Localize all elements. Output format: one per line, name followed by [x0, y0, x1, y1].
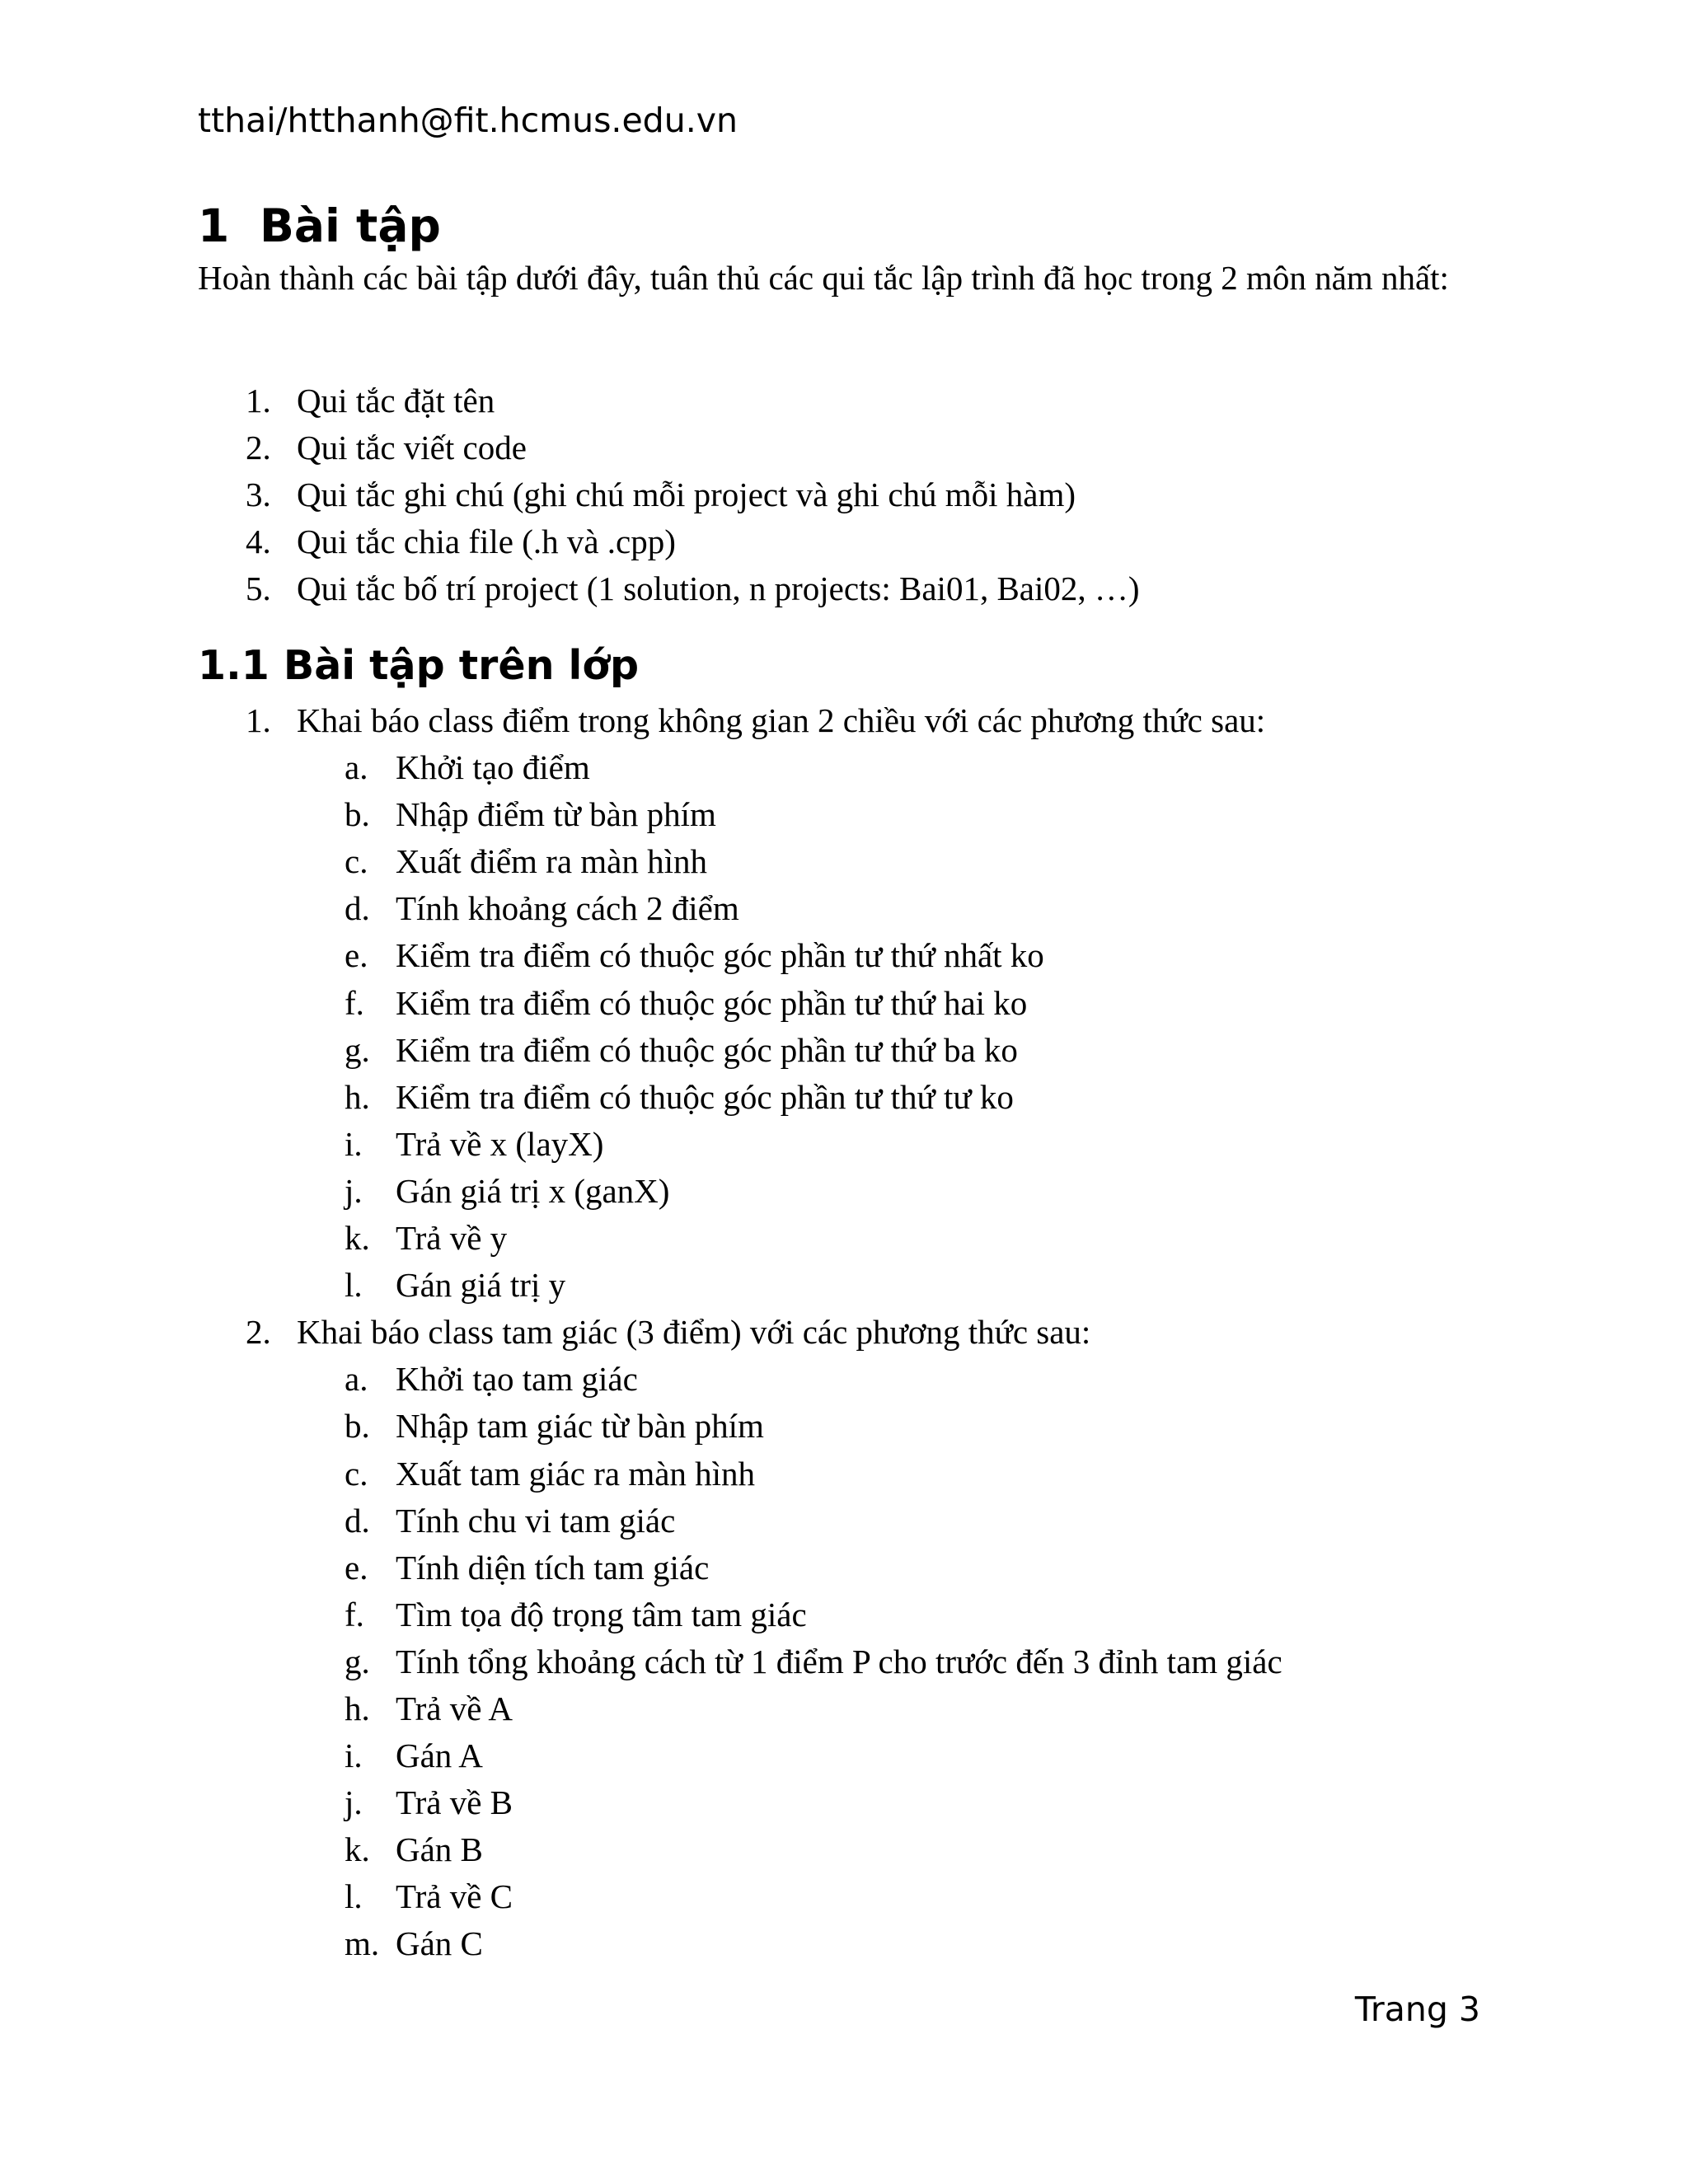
- method-marker: e.: [345, 936, 368, 975]
- rule-item: [0, 377, 1688, 424]
- method-text: Gán A: [396, 1736, 483, 1775]
- method-item: [0, 1779, 1688, 1826]
- section-heading: [198, 196, 441, 255]
- method-marker: k.: [345, 1219, 370, 1258]
- method-text: Xuất điểm ra màn hình: [396, 842, 708, 881]
- method-marker: l.: [345, 1266, 363, 1305]
- exercise-marker: 1.: [246, 701, 271, 739]
- method-item: [0, 1544, 1688, 1591]
- method-marker: g.: [345, 1030, 370, 1069]
- rule-marker: 1.: [246, 382, 271, 419]
- header-email: tthai/htthanh@fit.hcmus.edu.vn: [198, 101, 738, 140]
- exercise-row: [0, 1309, 1688, 1356]
- subsection-heading: 1.1 Bài tập trên lớp: [198, 642, 640, 689]
- method-marker: i.: [345, 1736, 363, 1775]
- rule-item: [0, 518, 1688, 565]
- rule-text: Qui tắc chia file (.h và .cpp): [297, 523, 676, 560]
- method-item: [0, 885, 1688, 932]
- method-text: Gán giá trị x (ganX): [396, 1171, 670, 1210]
- method-marker: j.: [345, 1783, 363, 1822]
- exercise-item: [0, 697, 1688, 1309]
- method-marker: f.: [345, 983, 364, 1022]
- method-marker: g.: [345, 1642, 370, 1680]
- rule-marker: 5.: [246, 569, 271, 607]
- method-list: [0, 1356, 1688, 1967]
- exercise-list: [0, 697, 1688, 1968]
- method-item: [0, 1591, 1688, 1638]
- method-item: [0, 1121, 1688, 1168]
- method-item: [0, 791, 1688, 838]
- section-title: Bài tập: [260, 199, 441, 252]
- method-item: [0, 1638, 1688, 1685]
- rule-text: Qui tắc đặt tên: [297, 382, 495, 419]
- section-number: 1: [198, 199, 230, 252]
- method-item: [0, 1262, 1688, 1309]
- method-item: [0, 1168, 1688, 1215]
- rule-marker: 3.: [246, 476, 271, 513]
- method-text: Trả về C: [396, 1877, 513, 1916]
- method-marker: m.: [345, 1924, 380, 1963]
- method-text: Trả về x (layX): [396, 1124, 604, 1163]
- rule-item: [0, 471, 1688, 518]
- method-item: [0, 838, 1688, 885]
- method-text: Khởi tạo tam giác: [396, 1360, 638, 1399]
- method-item: [0, 1451, 1688, 1497]
- page-number: Trang 3: [1354, 1990, 1480, 2029]
- method-marker: l.: [345, 1877, 363, 1916]
- method-marker: d.: [345, 889, 370, 928]
- method-text: Kiểm tra điểm có thuộc góc phần tư thứ tư ko: [396, 1077, 1014, 1116]
- method-marker: c.: [345, 1454, 368, 1493]
- method-item: [0, 932, 1688, 979]
- method-text: Trả về B: [396, 1783, 513, 1822]
- method-item: [0, 1356, 1688, 1403]
- method-text: Tìm tọa độ trọng tâm tam giác: [396, 1595, 807, 1633]
- rule-item: [0, 424, 1688, 471]
- method-item: [0, 1403, 1688, 1450]
- method-text: Trả về y: [396, 1219, 508, 1258]
- method-item: [0, 1685, 1688, 1732]
- method-text: Tính diện tích tam giác: [396, 1548, 710, 1586]
- method-text: Kiểm tra điểm có thuộc góc phần tư thứ nhất ko: [396, 936, 1044, 975]
- rule-item: [0, 565, 1688, 612]
- exercise-text: Khai báo class tam giác (3 điểm) với các phương thức sau:: [297, 1313, 1091, 1352]
- method-marker: a.: [345, 1360, 368, 1399]
- method-marker: k.: [345, 1830, 370, 1869]
- method-text: Gán giá trị y: [396, 1266, 566, 1305]
- rule-marker: 4.: [246, 523, 271, 560]
- method-item: [0, 1027, 1688, 1074]
- rules-list: [0, 377, 1688, 612]
- method-item: [0, 744, 1688, 791]
- method-marker: j.: [345, 1171, 363, 1210]
- method-marker: a.: [345, 748, 368, 787]
- method-marker: f.: [345, 1595, 364, 1633]
- method-text: Kiểm tra điểm có thuộc góc phần tư thứ hai ko: [396, 983, 1028, 1022]
- method-item: [0, 1497, 1688, 1544]
- exercise-item: [0, 1309, 1688, 1967]
- exercise-text: Khai báo class điểm trong không gian 2 chiều với các phương thức sau:: [297, 701, 1266, 739]
- method-item: [0, 980, 1688, 1027]
- method-item: [0, 1826, 1688, 1873]
- method-item: [0, 1215, 1688, 1262]
- method-marker: b.: [345, 795, 370, 834]
- rule-marker: 2.: [246, 429, 271, 466]
- method-text: Gán C: [396, 1924, 483, 1963]
- method-marker: e.: [345, 1548, 368, 1586]
- method-marker: h.: [345, 1077, 370, 1116]
- method-text: Tính chu vi tam giác: [396, 1501, 676, 1540]
- method-marker: c.: [345, 842, 368, 881]
- method-list: [0, 744, 1688, 1309]
- method-text: Trả về A: [396, 1689, 513, 1727]
- method-text: Khởi tạo điểm: [396, 748, 590, 787]
- method-text: Tính khoảng cách 2 điểm: [396, 889, 739, 928]
- method-marker: h.: [345, 1689, 370, 1727]
- method-item: [0, 1873, 1688, 1920]
- method-text: Kiểm tra điểm có thuộc góc phần tư thứ ba ko: [396, 1030, 1018, 1069]
- method-text: Xuất tam giác ra màn hình: [396, 1454, 756, 1493]
- method-marker: d.: [345, 1501, 370, 1540]
- method-text: Nhập tam giác từ bàn phím: [396, 1407, 764, 1446]
- method-item: [0, 1920, 1688, 1967]
- method-item: [0, 1732, 1688, 1779]
- intro-paragraph: Hoàn thành các bài tập dưới đây, tuân thủ các qui tắc lập trình đã học trong 2 môn năm nhất:: [198, 259, 1449, 297]
- method-marker: b.: [345, 1407, 370, 1446]
- rule-text: Qui tắc bố trí project (1 solution, n projects: Bai01, Bai02, …): [297, 569, 1140, 607]
- method-text: Tính tổng khoảng cách từ 1 điểm P cho trước đến 3 đỉnh tam giác: [396, 1642, 1282, 1680]
- exercise-marker: 2.: [246, 1313, 271, 1352]
- method-item: [0, 1074, 1688, 1121]
- method-text: Nhập điểm từ bàn phím: [396, 795, 716, 834]
- exercise-row: [0, 697, 1688, 744]
- rule-text: Qui tắc ghi chú (ghi chú mỗi project và ghi chú mỗi hàm): [297, 476, 1076, 513]
- rule-text: Qui tắc viết code: [297, 429, 527, 466]
- method-text: Gán B: [396, 1830, 483, 1869]
- method-marker: i.: [345, 1124, 363, 1163]
